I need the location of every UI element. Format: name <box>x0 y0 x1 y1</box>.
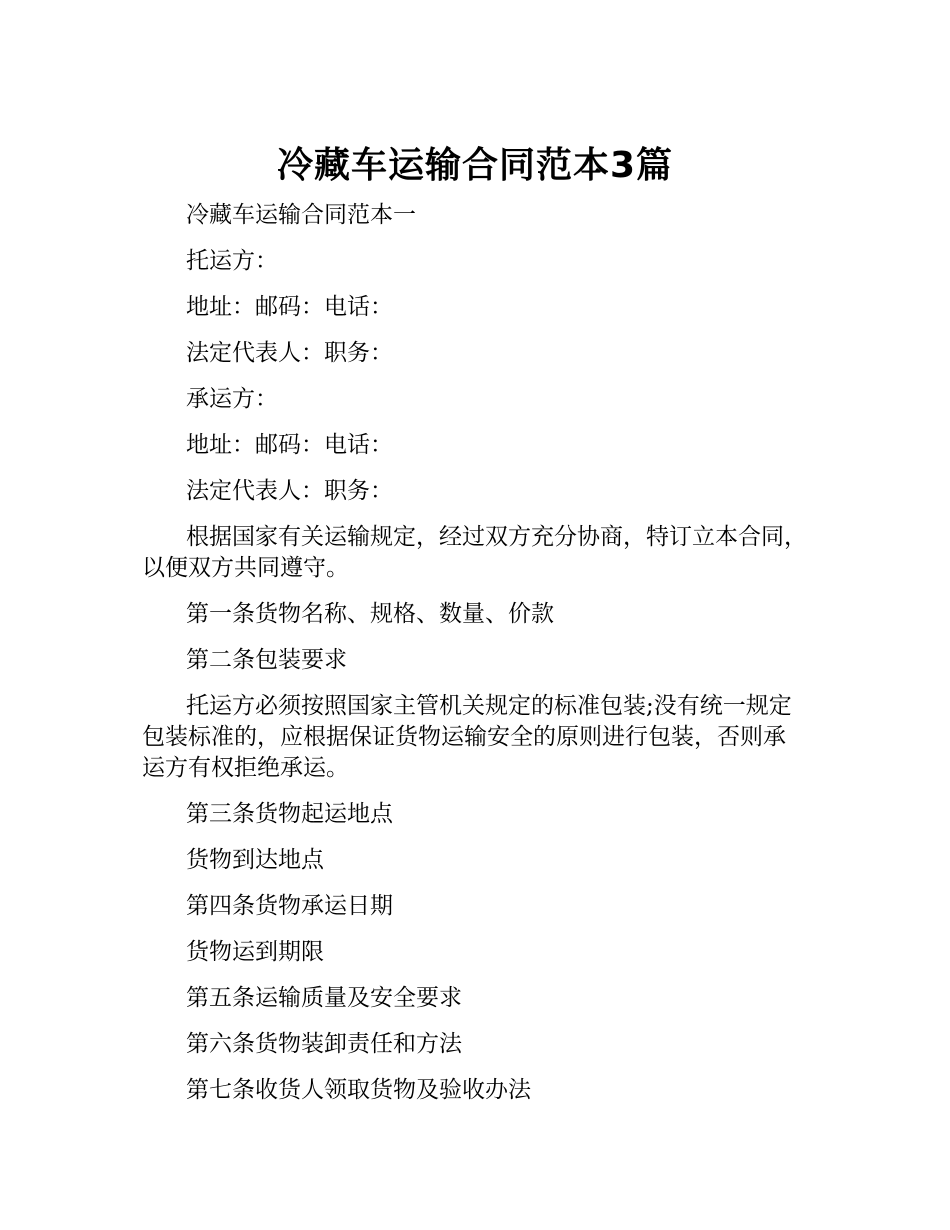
paragraph-preamble: 根据国家有关运输规定，经过双方充分协商，特订立本合同，以便双方共同遵守。 <box>142 524 807 581</box>
paragraph-carrier: 承运方： <box>186 386 278 412</box>
paragraph-section-heading: 冷藏车运输合同范本一 <box>186 202 416 228</box>
paragraph-article-5: 第五条运输质量及安全要求 <box>186 985 462 1011</box>
paragraph-article-3: 第三条货物起运地点 <box>186 801 393 827</box>
paragraph-article-2: 第二条包装要求 <box>186 647 347 673</box>
paragraph-arrival-location: 货物到达地点 <box>186 847 324 873</box>
paragraph-carrier-representative: 法定代表人：职务： <box>186 478 393 504</box>
paragraph-shipper: 托运方： <box>186 248 278 274</box>
paragraph-shipper-representative: 法定代表人：职务： <box>186 340 393 366</box>
paragraph-carrier-address: 地址：邮码：电话： <box>186 432 393 458</box>
paragraph-article-1: 第一条货物名称、规格、数量、价款 <box>186 601 554 627</box>
paragraph-article-6: 第六条货物装卸责任和方法 <box>186 1031 462 1057</box>
document-title: 冷藏车运输合同范本3篇 <box>276 145 674 187</box>
paragraph-packaging-requirements: 托运方必须按照国家主管机关规定的标准包装;没有统一规定包装标准的，应根据保证货物运输安全的原则进行包装，否则承运方有权拒绝承运。 <box>142 693 792 781</box>
paragraph-article-7: 第七条收货人领取货物及验收办法 <box>186 1077 531 1103</box>
document-body <box>142 200 808 1121</box>
paragraph-shipper-address: 地址：邮码：电话： <box>186 294 393 320</box>
paragraph-article-4: 第四条货物承运日期 <box>186 893 393 919</box>
paragraph-delivery-deadline: 货物运到期限 <box>186 939 324 965</box>
